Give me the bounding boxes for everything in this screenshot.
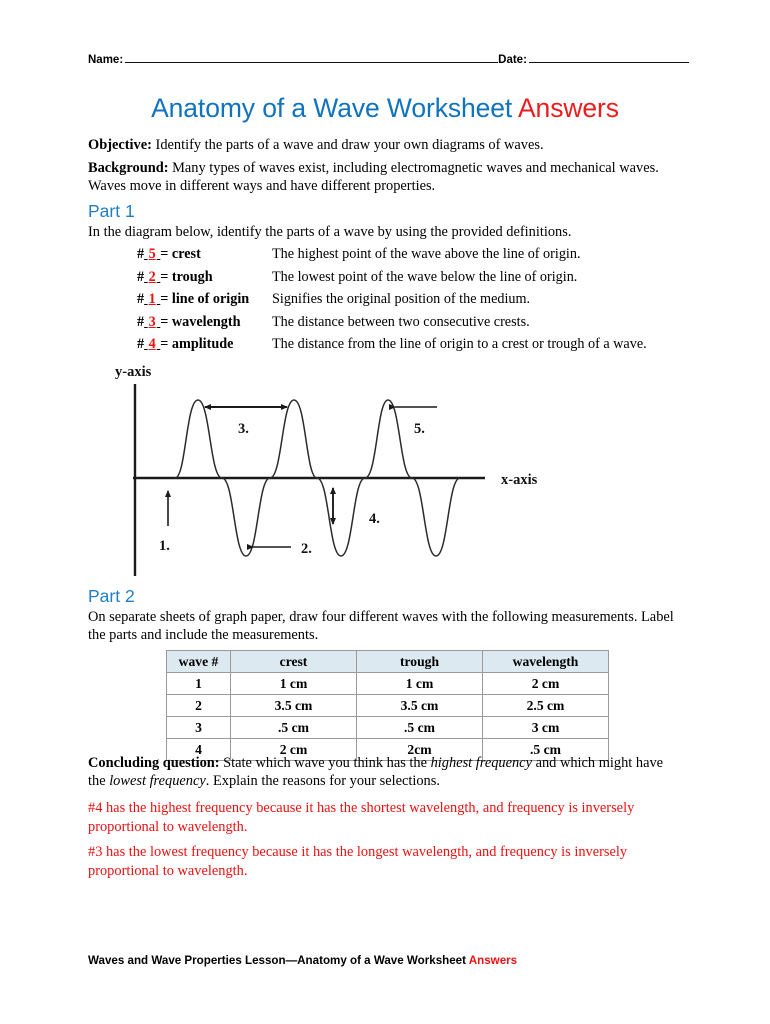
definition-text: The lowest point of the wave below the line of origin. — [272, 268, 578, 285]
table-row — [167, 673, 609, 695]
table-cell: .5 cm — [231, 717, 357, 739]
page-footer — [88, 954, 517, 967]
table-header-cell: wave # — [167, 651, 231, 673]
callout-label-3: 3. — [238, 421, 249, 437]
table-row — [167, 695, 609, 717]
title-main: Anatomy of a Wave Worksheet — [151, 93, 513, 123]
background-paragraph — [88, 160, 682, 195]
definition-answer-number: 4 — [148, 336, 156, 353]
table-cell: .5 cm — [483, 739, 609, 761]
table-cell: 3 — [167, 717, 231, 739]
concluding-question — [88, 755, 682, 790]
concluding-text-b: and which might have the — [88, 755, 664, 789]
objective-paragraph — [88, 137, 682, 155]
table-cell: 3.5 cm — [231, 695, 357, 717]
table-header-cell: wavelength — [483, 651, 609, 673]
x-axis-label: x-axis — [501, 472, 538, 488]
answer-lowest-frequency: #3 has the lowest frequency because it has the longest wavelength, and frequency is inversely proportional to wavelength. — [88, 844, 628, 879]
table-cell: 3 cm — [483, 717, 609, 739]
definition-term: amplitude — [171, 336, 234, 353]
table-header-cell: trough — [357, 651, 483, 673]
table-cell: 2.5 cm — [483, 695, 609, 717]
definition-list — [137, 246, 682, 359]
table-cell: 3.5 cm — [357, 695, 483, 717]
footer-answers: Answers — [468, 954, 518, 967]
background-label: Background: — [88, 160, 169, 176]
definition-key: # 3 = wavelength — [137, 313, 241, 330]
measurements-table — [166, 650, 609, 761]
concluding-em-highest: highest frequency — [430, 755, 532, 771]
objective-label: Objective: — [88, 137, 152, 153]
definition-key: # 4 = amplitude — [137, 336, 234, 353]
y-axis-label: y-axis — [115, 364, 152, 380]
table-header-row — [167, 651, 609, 673]
table-cell: 2 cm — [231, 739, 357, 761]
title-answers: Answers — [517, 93, 619, 123]
table-cell: .5 cm — [357, 717, 483, 739]
concluding-em-lowest: lowest frequency — [109, 772, 206, 789]
definition-row — [137, 246, 682, 269]
definition-answer-number: 3 — [148, 313, 156, 330]
measurements-table-wrapper — [166, 650, 609, 761]
part1-heading: Part 1 — [88, 201, 135, 221]
callout-label-2: 2. — [301, 541, 312, 557]
callout-label-5: 5. — [414, 421, 425, 437]
concluding-text-c: . Explain the reasons for your selections. — [205, 772, 440, 789]
table-cell: 1 — [167, 673, 231, 695]
concluding-label: Concluding question: — [88, 755, 220, 771]
definition-text: The distance between two consecutive crests. — [272, 313, 530, 330]
definition-term: trough — [171, 268, 213, 285]
definition-key: # 5 = crest — [137, 246, 201, 262]
name-blank-line[interactable] — [125, 52, 498, 63]
table-row — [167, 717, 609, 739]
table-header-cell: crest — [231, 651, 357, 673]
definition-term: wavelength — [171, 313, 241, 330]
definition-text: The highest point of the wave above the line of origin. — [272, 246, 581, 262]
definition-row — [137, 314, 682, 337]
definition-answer-number: 1 — [148, 291, 156, 308]
table-cell: 1 cm — [357, 673, 483, 695]
part2-heading: Part 2 — [88, 586, 135, 606]
definition-row — [137, 269, 682, 292]
callout-label-1: 1. — [159, 538, 170, 554]
wave-diagram — [105, 358, 585, 580]
definition-text: Signifies the original position of the medium. — [272, 291, 531, 308]
footer-text: Waves and Wave Properties Lesson—Anatomy of a Wave Worksheet — [88, 954, 469, 967]
table-cell: 2 cm — [483, 673, 609, 695]
date-label: Date: — [498, 54, 527, 66]
definition-text: The distance from the line of origin to a crest or trough of a wave. — [272, 336, 647, 353]
name-date-line — [88, 52, 682, 66]
callout-label-4: 4. — [369, 511, 380, 527]
answer-highest-frequency: #4 has the highest frequency because it has the shortest wavelength, and frequency is inversely proportional to wavelength. — [88, 800, 635, 835]
date-blank-line[interactable] — [529, 52, 689, 63]
table-cell: 2 — [167, 695, 231, 717]
part2-intro: On separate sheets of graph paper, draw four different waves with the following measurements. Label the parts and include the measurements. — [88, 609, 674, 643]
definition-key: # 2 = trough — [137, 268, 213, 285]
table-cell: 1 cm — [231, 673, 357, 695]
name-label: Name: — [88, 54, 124, 66]
definition-row — [137, 291, 682, 314]
objective-text: Identify the parts of a wave and draw your own diagrams of waves. — [151, 137, 544, 153]
definition-term: crest — [171, 246, 201, 262]
definition-key: # 1 = line of origin — [137, 291, 250, 308]
definition-row — [137, 336, 682, 359]
part1-intro: In the diagram below, identify the parts of a wave by using the provided definitions. — [88, 224, 572, 240]
table-cell: 4 — [167, 739, 231, 761]
concluding-text-a: State which wave you think has the — [219, 755, 431, 771]
table-cell: 2cm — [357, 739, 483, 761]
page-title — [0, 93, 770, 124]
definition-term: line of origin — [171, 291, 250, 308]
definition-answer-number: 2 — [148, 268, 156, 285]
definition-answer-number: 5 — [148, 246, 156, 262]
background-text: Many types of waves exist, including electromagnetic waves and mechanical waves. Waves move in different ways and have different properties. — [88, 160, 659, 194]
